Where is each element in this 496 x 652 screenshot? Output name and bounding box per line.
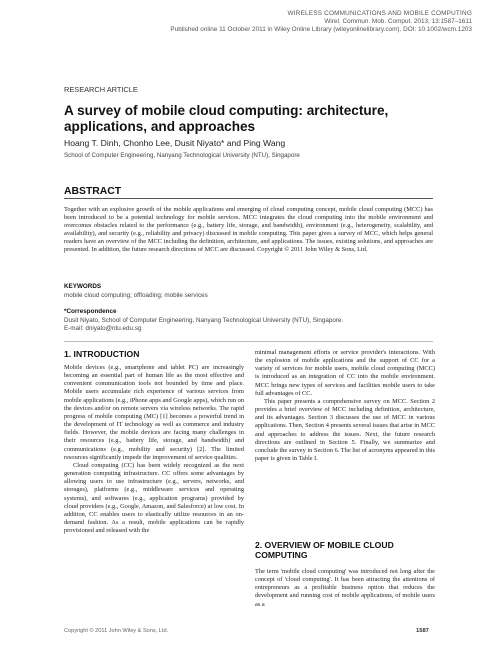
intro-paragraph-1: Mobile devices (e.g., smartphone and tablet PC) are increasingly becoming an essential part of human life as the most effective and convenient communication tools not bounded by time and place. Mobile users accumulate rich experience of various services from mobile applications (e.g., iPhone apps and Google apps), which run on the devices and/or on remote servers via wireless networks. The rapid progress of mobile computing (MC) [1] becomes a powerful trend in the development of IT technology as well as commerce and industry fields. However, the mobile devices are facing many challenges in their resources (e.g., battery life, storage, and bandwidth) and communications (e.g., mobility and security) [2]. The limited resources significantly impede the improvement of service qualities. (64, 364, 244, 461)
section-2-heading: 2. OVERVIEW OF MOBILE CLOUD COMPUTING (255, 540, 394, 560)
intro-paragraph-4: This paper presents a comprehensive survey on MCC. Section 2 provides a brief overview of MCC including definition, architecture, and its advantages. Section 3 discusses the use of MCC in various applications. Then, Section 4 presents several issues that arise in MCC and approaches to address the issues. Next, the future research directions are outlined in Section 5. Finally, we summarize and conclude the survey in Section 6. The list of acronyms appeared in this paper is given in Table I. (255, 397, 435, 463)
right-column-bottom (255, 568, 435, 609)
correspondence-block (64, 317, 343, 333)
section-1-heading: 1. INTRODUCTION (64, 349, 140, 359)
correspondence-email: E-mail: dniyato@ntu.edu.sg (64, 325, 142, 333)
paper-title: A survey of mobile cloud computing: architecture, applications, and approaches (64, 103, 389, 134)
publication-info: Published online 11 October 2011 in Wiley Online Library (wileyonlinelibrary.com). DOI: 10.1002/wcm.1203 (170, 26, 472, 34)
intro-paragraph-2: Cloud computing (CC) has been widely recognized as the next generation computing infrastructure. CC offers some advantages by allowing users to use infrastructure (e.g., servers, networks, and storages), platforms (e.g., middleware services and operating systems), and softwares (e.g., application programs) provided by cloud providers (e.g., Google, Amazon, and Salesforce) at low cost. In addition, CC enables users to elastically utilize resources in an on-demand fashion. As a result, mobile applications can be rapidly provisioned and released with the (64, 461, 244, 535)
page-number: 1587 (416, 628, 429, 634)
left-column (64, 364, 244, 535)
right-column-top (255, 349, 435, 463)
affiliation: School of Computer Engineering, Nanyang Technological University (NTU), Singapore (64, 152, 300, 159)
journal-citation: Wirel. Commun. Mob. Comput. 2013; 13:1587–1611 (324, 18, 472, 26)
keywords-text: mobile cloud computing; offloading; mobile services (64, 292, 208, 299)
journal-name: WIRELESS COMMUNICATIONS AND MOBILE COMPUTING (287, 10, 472, 17)
keywords-heading: KEYWORDS (64, 283, 102, 290)
correspondence-address: Dusit Niyato, School of Computer Engineering, Nanyang Technological University (NTU), Singapore. (64, 317, 344, 324)
correspondence-heading: *Correspondence (64, 308, 117, 315)
author-list: Hoang T. Dinh, Chonho Lee, Dusit Niyato* and Ping Wang (64, 138, 286, 148)
journal-header (170, 10, 472, 35)
abstract-heading: ABSTRACT (64, 186, 122, 197)
footer-copyright: Copyright © 2011 John Wiley & Sons, Ltd. (64, 628, 169, 634)
abstract-divider (64, 198, 433, 199)
article-type: RESEARCH ARTICLE (64, 85, 138, 94)
abstract-text: Together with an explosive growth of the mobile applications and emerging of cloud computing concept, mobile cloud computing (MCC) has been introduced to be a potential technology for mobile services. MCC integrates the cloud computing into the mobile environment and overcomes obstacles related to the performance (e.g., battery life, storage, and bandwidth), environment (e.g., heterogeneity, scalability, and availability), and security (e.g., reliability and privacy) discussed in mobile computing. This paper gives a survey of MCC, which helps general readers have an overview of the MCC including the definition, architecture, and applications. The issues, existing solutions, and approaches are presented. In addition, the future research directions of MCC are discussed. Copyright © 2011 John Wiley & Sons, Ltd. (64, 206, 433, 254)
intro-paragraph-3: minimal management efforts or service provider's interactions. With the explosion of mobile applications and the support of CC for a variety of services for mobile users, mobile cloud computing (MCC) is introduced as an integration of CC into the mobile environment. MCC brings new types of services and facilities mobile users to take full advantages of CC. (255, 349, 435, 397)
front-matter-divider (64, 341, 433, 342)
overview-paragraph-1: The term 'mobile cloud computing' was introduced not long after the concept of 'cloud computing'. It has been attracting the attentions of entrepreneurs as a profitable business option that reduces the development and running cost of mobile applications, of mobile users as a (255, 568, 435, 608)
